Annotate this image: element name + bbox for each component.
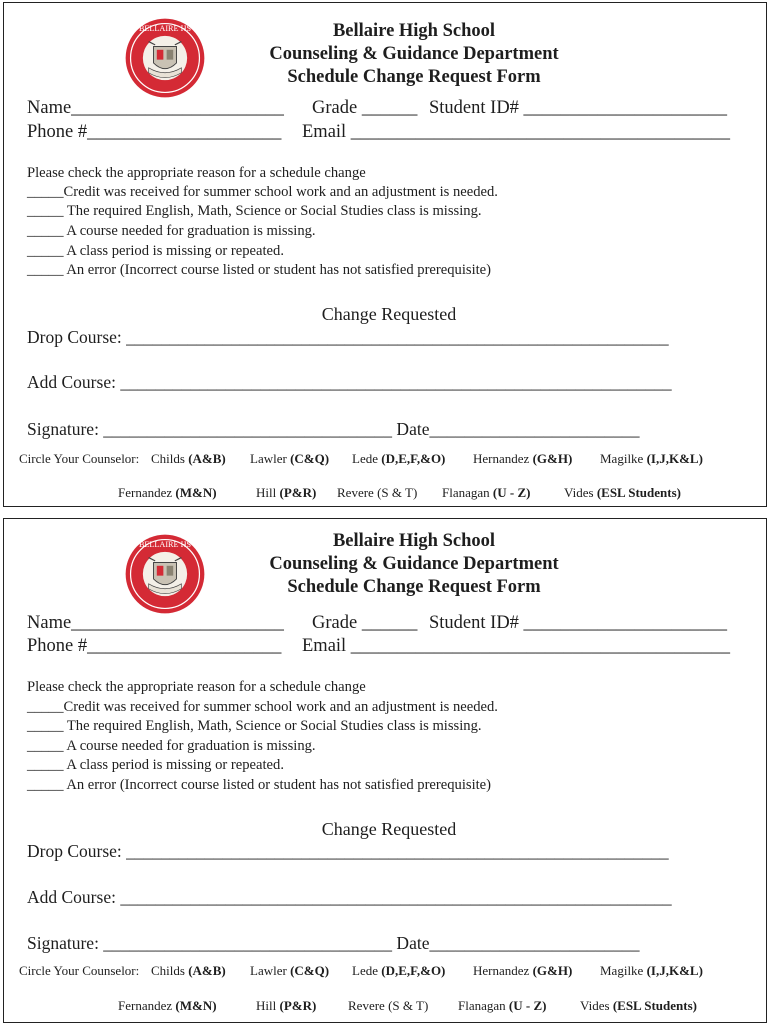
counselor-option[interactable]: Revere (S & T)	[348, 998, 429, 1013]
reason-item[interactable]: _____ The required English, Math, Science or Social Studies class is missing.	[27, 203, 482, 219]
counselor-option[interactable]: Childs (A&B)	[151, 451, 226, 466]
drop-course-field[interactable]: Drop Course: ______________________________________________________________	[27, 841, 669, 861]
counselor-option[interactable]: Revere (S & T)	[337, 485, 418, 500]
department-name: Counseling & Guidance Department	[269, 44, 559, 64]
counselor-option[interactable]: Lawler (C&Q)	[250, 963, 330, 978]
reason-item[interactable]: _____Credit was received for summer school work and an adjustment is needed.	[27, 184, 498, 200]
counselor-option[interactable]: Vides (ESL Students)	[564, 485, 681, 500]
reason-item[interactable]: _____Credit was received for summer school work and an adjustment is needed.	[27, 699, 498, 715]
grade-field[interactable]: Grade ______	[312, 98, 418, 118]
counselor-option[interactable]: Hill (P&R)	[256, 485, 317, 500]
counselor-option[interactable]: Fernandez (M&N)	[118, 485, 217, 500]
reason-item[interactable]: _____ A course needed for graduation is missing.	[27, 223, 316, 239]
counselor-option[interactable]: Magilke (I,J,K&L)	[600, 451, 703, 466]
email-field[interactable]: Email _________________________________________	[302, 636, 731, 656]
counselor-option[interactable]: Hernandez (G&H)	[473, 963, 573, 978]
counselor-option[interactable]: Childs (A&B)	[151, 963, 226, 978]
school-name: Bellaire High School	[332, 21, 496, 41]
name-field[interactable]: Name_______________________	[27, 613, 284, 633]
counselor-option[interactable]: Flanagan (U - Z)	[442, 485, 531, 500]
counselor-option[interactable]: Fernandez (M&N)	[118, 998, 217, 1013]
reason-item[interactable]: _____ A class period is missing or repeated.	[27, 757, 284, 773]
department-name: Counseling & Guidance Department	[269, 554, 559, 574]
counselor-option[interactable]: Flanagan (U - Z)	[458, 998, 547, 1013]
counselor-option[interactable]: Lede (D,E,F,&O)	[352, 451, 446, 466]
add-course-field[interactable]: Add Course: _______________________________________________________________	[27, 372, 672, 392]
drop-course-field[interactable]: Drop Course: ______________________________________________________________	[27, 327, 669, 347]
counselor-prompt: Circle Your Counselor:	[19, 963, 140, 978]
counselor-option[interactable]: Vides (ESL Students)	[580, 998, 697, 1013]
school-name: Bellaire High School	[332, 531, 496, 551]
name-field[interactable]: Name_______________________	[27, 98, 284, 118]
grade-field[interactable]: Grade ______	[312, 613, 418, 633]
reason-item[interactable]: _____ An error (Incorrect course listed or student has not satisfied prerequisite)	[27, 262, 492, 278]
form-copy-2	[3, 518, 767, 1023]
counselor-option[interactable]: Hernandez (G&H)	[473, 451, 573, 466]
counselor-option[interactable]: Hill (P&R)	[256, 998, 317, 1013]
counselor-option[interactable]: Lawler (C&Q)	[250, 451, 330, 466]
phone-field[interactable]: Phone #_____________________	[27, 122, 282, 142]
reason-item[interactable]: _____ The required English, Math, Science or Social Studies class is missing.	[27, 718, 482, 734]
change-requested-heading: Change Requested	[321, 819, 457, 839]
student-id-field[interactable]: Student ID# ______________________	[429, 98, 728, 118]
counselor-option[interactable]: Lede (D,E,F,&O)	[352, 963, 446, 978]
signature-date-field[interactable]: Signature: _________________________________ Date________________________	[27, 933, 640, 953]
counselor-prompt: Circle Your Counselor:	[19, 451, 140, 466]
reasons-intro: Please check the appropriate reason for a schedule change	[27, 165, 366, 181]
counselor-option[interactable]: Magilke (I,J,K&L)	[600, 963, 703, 978]
reason-item[interactable]: _____ A course needed for graduation is missing.	[27, 738, 316, 754]
add-course-field[interactable]: Add Course: _______________________________________________________________	[27, 887, 672, 907]
student-id-field[interactable]: Student ID# ______________________	[429, 613, 728, 633]
seal-text: BELLAIRE HS	[138, 23, 192, 33]
phone-field[interactable]: Phone #_____________________	[27, 636, 282, 656]
email-field[interactable]: Email _________________________________________	[302, 122, 731, 142]
seal-text: BELLAIRE HS	[138, 539, 192, 549]
reason-item[interactable]: _____ An error (Incorrect course listed or student has not satisfied prerequisite)	[27, 777, 492, 793]
reason-item[interactable]: _____ A class period is missing or repeated.	[27, 243, 284, 259]
form-title: Schedule Change Request Form	[287, 67, 541, 87]
change-requested-heading: Change Requested	[321, 304, 457, 324]
signature-date-field[interactable]: Signature: _________________________________ Date________________________	[27, 419, 640, 439]
reasons-intro: Please check the appropriate reason for a schedule change	[27, 679, 366, 695]
form-title: Schedule Change Request Form	[287, 577, 541, 597]
form-copy-1	[3, 2, 767, 507]
